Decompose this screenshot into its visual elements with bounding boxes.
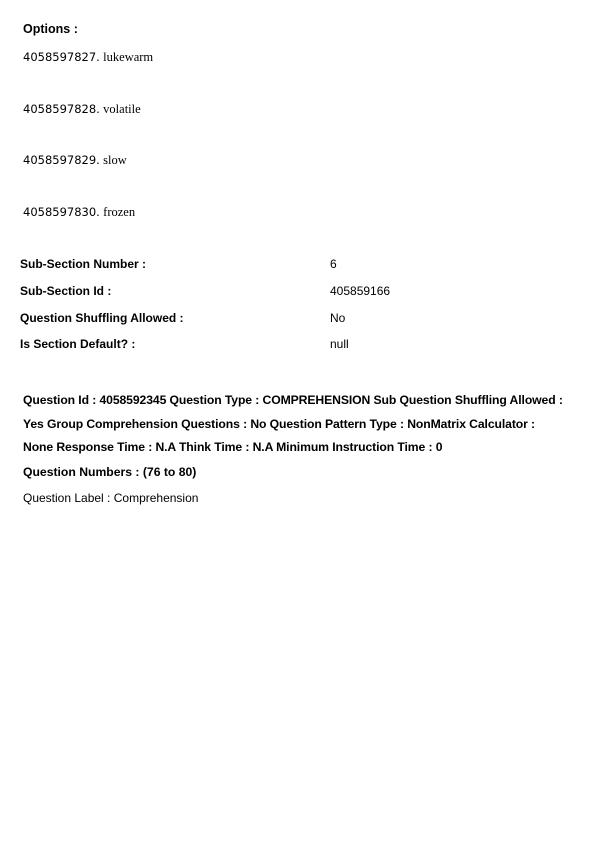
question-numbers: Question Numbers : (76 to 80) — [23, 465, 197, 479]
option-id: 4058597828. — [23, 102, 100, 116]
section-default-label: Is Section Default? : — [20, 337, 136, 351]
option-item — [23, 153, 127, 168]
question-label: Question Label : Comprehension — [23, 491, 199, 505]
question-shuffling-label: Question Shuffling Allowed : — [20, 311, 184, 325]
question-details — [23, 389, 583, 460]
sub-section-number-label: Sub-Section Number : — [20, 257, 147, 271]
option-id: 4058597829. — [23, 153, 100, 167]
question-details-line: Yes Group Comprehension Questions : No Question Pattern Type : NonMatrix Calculator : — [23, 416, 536, 431]
option-text: volatile — [103, 102, 141, 116]
option-item — [23, 205, 135, 220]
question-details-line: None Response Time : N.A Think Time : N.A Minimum Instruction Time : 0 — [23, 440, 443, 454]
sub-section-id-value: 405859166 — [330, 284, 391, 298]
option-item — [23, 102, 141, 117]
section-default-value: null — [330, 337, 349, 351]
option-id: 4058597830. — [23, 205, 100, 219]
sub-section-number-value: 6 — [330, 257, 337, 271]
options-heading: Options : — [23, 22, 78, 36]
sub-section-id-label: Sub-Section Id : — [20, 284, 112, 298]
option-text: frozen — [103, 205, 136, 219]
option-text: lukewarm — [103, 50, 154, 64]
option-id: 4058597827. — [23, 50, 100, 64]
question-details-line: Question Id : 4058592345 Question Type : COMPREHENSION Sub Question Shuffling Allowed : — [23, 393, 563, 407]
question-shuffling-value: No — [330, 311, 346, 325]
option-text: slow — [103, 153, 127, 167]
option-item — [23, 50, 153, 65]
